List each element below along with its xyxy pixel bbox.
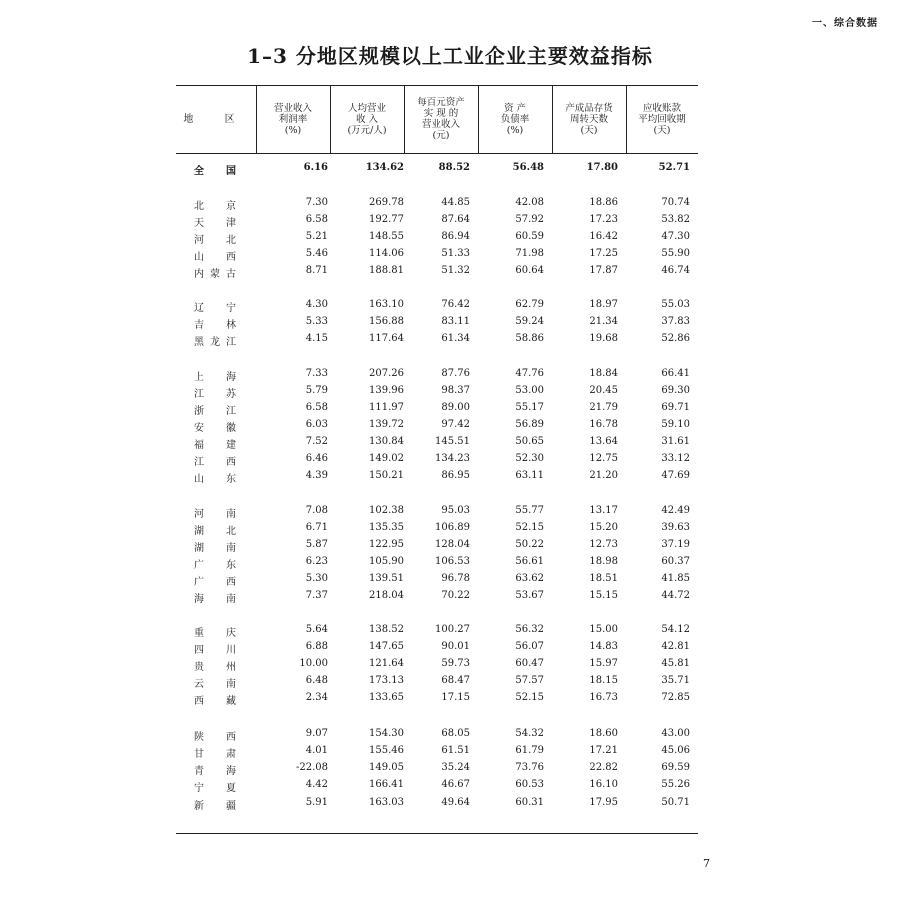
table-cell: 50.22 bbox=[515, 539, 544, 550]
table-cell: 35.24 bbox=[441, 762, 470, 773]
table-cell: 62.79 bbox=[515, 299, 544, 310]
table-cell: 33.12 bbox=[661, 453, 690, 464]
region-name: 云 南 bbox=[194, 679, 236, 690]
table-cell: 128.04 bbox=[435, 539, 470, 550]
region-name: 陕 西 bbox=[194, 732, 236, 743]
table-cell: 17.21 bbox=[589, 745, 618, 756]
table-cell: 6.88 bbox=[305, 641, 328, 652]
table-row bbox=[176, 385, 698, 401]
table-cell: 13.17 bbox=[589, 505, 618, 516]
table-cell: 86.94 bbox=[441, 231, 470, 242]
region-name: 全 国 bbox=[194, 166, 236, 177]
table-cell: 69.71 bbox=[661, 402, 690, 413]
table-cell: 17.95 bbox=[589, 797, 618, 808]
table-cell: 96.78 bbox=[441, 573, 470, 584]
table-cell: 44.72 bbox=[661, 590, 690, 601]
table-cell: 19.68 bbox=[589, 333, 618, 344]
table-cell: 4.01 bbox=[305, 745, 328, 756]
table-cell: 51.33 bbox=[441, 248, 470, 259]
table-row bbox=[176, 728, 698, 744]
region-name: 西 藏 bbox=[194, 696, 236, 707]
table-cell: 70.74 bbox=[661, 197, 690, 208]
table-cell: 2.34 bbox=[305, 692, 328, 703]
table-cell: 47.30 bbox=[661, 231, 690, 242]
header-debt-ratio: 资 产 负债率 (%) bbox=[500, 102, 530, 136]
table-cell: 12.73 bbox=[589, 539, 618, 550]
table-cell: 117.64 bbox=[369, 333, 404, 344]
table-cell: 70.22 bbox=[441, 590, 470, 601]
table-cell: 7.37 bbox=[305, 590, 328, 601]
region-name: 黑 龙 江 bbox=[194, 337, 236, 348]
region-name: 河 北 bbox=[194, 235, 236, 246]
table-cell: 5.30 bbox=[305, 573, 328, 584]
table-cell: 17.80 bbox=[586, 162, 618, 173]
table-cell: 47.69 bbox=[661, 470, 690, 481]
table-row bbox=[176, 658, 698, 674]
table-cell: 56.32 bbox=[515, 624, 544, 635]
table-cell: 46.74 bbox=[661, 265, 690, 276]
header-revenue-per-100-assets: 每百元资产 实 现 的 营业收入 (元) bbox=[417, 97, 465, 141]
region-name: 广 东 bbox=[194, 560, 236, 571]
table-cell: 12.75 bbox=[589, 453, 618, 464]
table-cell: -22.08 bbox=[295, 762, 328, 773]
region-name: 上 海 bbox=[194, 372, 236, 383]
table-cell: 5.91 bbox=[305, 797, 328, 808]
table-cell: 59.10 bbox=[661, 419, 690, 430]
table-cell: 95.03 bbox=[441, 505, 470, 516]
table-cell: 63.11 bbox=[515, 470, 544, 481]
table-cell: 114.06 bbox=[369, 248, 404, 259]
table-cell: 56.61 bbox=[515, 556, 544, 567]
table-cell: 139.96 bbox=[369, 385, 404, 396]
region-name: 湖 北 bbox=[194, 526, 236, 537]
table-cell: 5.46 bbox=[305, 248, 328, 259]
table-cell: 66.41 bbox=[661, 368, 690, 379]
table-cell: 60.64 bbox=[515, 265, 544, 276]
table-cell: 88.52 bbox=[438, 162, 470, 173]
table-cell: 6.48 bbox=[305, 675, 328, 686]
table-cell: 39.63 bbox=[661, 522, 690, 533]
table-cell: 7.52 bbox=[305, 436, 328, 447]
table-cell: 4.30 bbox=[305, 299, 328, 310]
table-row bbox=[176, 197, 698, 213]
table-cell: 16.73 bbox=[589, 692, 618, 703]
region-name: 福 建 bbox=[194, 440, 236, 451]
table-cell: 87.76 bbox=[441, 368, 470, 379]
region-name: 甘 肃 bbox=[194, 749, 236, 760]
table-cell: 97.42 bbox=[441, 419, 470, 430]
table-cell: 139.72 bbox=[369, 419, 404, 430]
table-cell: 102.38 bbox=[369, 505, 404, 516]
table-cell: 155.46 bbox=[369, 745, 404, 756]
table-cell: 9.07 bbox=[305, 728, 328, 739]
table-cell: 52.86 bbox=[661, 333, 690, 344]
table-row bbox=[176, 590, 698, 606]
table-cell: 134.23 bbox=[435, 453, 470, 464]
table-cell: 5.21 bbox=[305, 231, 328, 242]
table-cell: 90.01 bbox=[441, 641, 470, 652]
table-cell: 6.46 bbox=[305, 453, 328, 464]
region-name: 宁 夏 bbox=[194, 783, 236, 794]
table-cell: 7.33 bbox=[305, 368, 328, 379]
region-name: 四 川 bbox=[194, 645, 236, 656]
region-name: 重 庆 bbox=[194, 628, 236, 639]
table-cell: 16.42 bbox=[589, 231, 618, 242]
table-cell: 45.81 bbox=[661, 658, 690, 669]
table-cell: 55.17 bbox=[515, 402, 544, 413]
table-cell: 60.31 bbox=[515, 797, 544, 808]
region-name: 北 京 bbox=[194, 201, 236, 212]
table-cell: 55.77 bbox=[515, 505, 544, 516]
table-cell: 16.10 bbox=[589, 779, 618, 790]
table-cell: 6.58 bbox=[305, 402, 328, 413]
table-cell: 15.97 bbox=[589, 658, 618, 669]
table-cell: 15.15 bbox=[589, 590, 618, 601]
table-cell: 150.21 bbox=[369, 470, 404, 481]
table-cell: 47.76 bbox=[515, 368, 544, 379]
table-cell: 50.65 bbox=[515, 436, 544, 447]
table-row bbox=[176, 368, 698, 384]
table-row bbox=[176, 762, 698, 778]
table-cell: 5.33 bbox=[305, 316, 328, 327]
table-cell: 18.15 bbox=[589, 675, 618, 686]
table-cell: 31.61 bbox=[661, 436, 690, 447]
table-row bbox=[176, 641, 698, 657]
region-name: 江 西 bbox=[194, 457, 236, 468]
table-cell: 133.65 bbox=[369, 692, 404, 703]
table-row bbox=[176, 556, 698, 572]
table-cell: 111.97 bbox=[369, 402, 404, 413]
table-cell: 21.79 bbox=[589, 402, 618, 413]
table-row bbox=[176, 333, 698, 349]
table-cell: 61.34 bbox=[441, 333, 470, 344]
table-cell: 10.00 bbox=[299, 658, 328, 669]
table-row bbox=[176, 779, 698, 795]
table-row bbox=[176, 265, 698, 281]
table-cell: 13.64 bbox=[589, 436, 618, 447]
table-cell: 5.79 bbox=[305, 385, 328, 396]
table-cell: 269.78 bbox=[369, 197, 404, 208]
table-cell: 57.57 bbox=[515, 675, 544, 686]
table-cell: 148.55 bbox=[369, 231, 404, 242]
table-cell: 100.27 bbox=[435, 624, 470, 635]
table-cell: 46.67 bbox=[441, 779, 470, 790]
region-name: 内 蒙 古 bbox=[194, 269, 236, 280]
table-cell: 98.37 bbox=[441, 385, 470, 396]
table-cell: 76.42 bbox=[441, 299, 470, 310]
table-cell: 6.23 bbox=[305, 556, 328, 567]
table-cell: 139.51 bbox=[369, 573, 404, 584]
region-name: 青 海 bbox=[194, 766, 236, 777]
table-cell: 21.20 bbox=[589, 470, 618, 481]
table-cell: 55.90 bbox=[661, 248, 690, 259]
region-name: 山 西 bbox=[194, 252, 236, 263]
table-cell: 69.59 bbox=[661, 762, 690, 773]
table-cell: 52.15 bbox=[515, 692, 544, 703]
table-cell: 7.08 bbox=[305, 505, 328, 516]
table-cell: 52.71 bbox=[658, 162, 690, 173]
region-name: 海 南 bbox=[194, 594, 236, 605]
table-cell: 130.84 bbox=[369, 436, 404, 447]
table-cell: 20.45 bbox=[589, 385, 618, 396]
region-name: 浙 江 bbox=[194, 406, 236, 417]
table-cell: 163.03 bbox=[369, 797, 404, 808]
table-cell: 37.19 bbox=[661, 539, 690, 550]
table-cell: 18.84 bbox=[589, 368, 618, 379]
table-cell: 35.71 bbox=[661, 675, 690, 686]
region-name: 山 东 bbox=[194, 474, 236, 485]
table-cell: 55.26 bbox=[661, 779, 690, 790]
region-name: 吉 林 bbox=[194, 320, 236, 331]
table-row-total bbox=[176, 162, 698, 178]
header-revenue-per-capita: 人均营业 收 入 (万元/人) bbox=[347, 102, 387, 136]
table-cell: 4.15 bbox=[305, 333, 328, 344]
table-cell: 18.86 bbox=[589, 197, 618, 208]
header-receivable-days: 应收账款 平均回收期 (天) bbox=[638, 102, 686, 136]
table-cell: 41.85 bbox=[661, 573, 690, 584]
table-cell: 56.89 bbox=[515, 419, 544, 430]
table-cell: 7.30 bbox=[305, 197, 328, 208]
table-cell: 55.03 bbox=[661, 299, 690, 310]
table-cell: 54.32 bbox=[515, 728, 544, 739]
table-cell: 154.30 bbox=[369, 728, 404, 739]
table-cell: 42.81 bbox=[661, 641, 690, 652]
region-name: 河 南 bbox=[194, 509, 236, 520]
table-cell: 17.23 bbox=[589, 214, 618, 225]
table-row bbox=[176, 624, 698, 640]
table-cell: 18.51 bbox=[589, 573, 618, 584]
table-cell: 5.64 bbox=[305, 624, 328, 635]
table-cell: 134.62 bbox=[365, 162, 404, 173]
table-cell: 86.95 bbox=[441, 470, 470, 481]
table-cell: 68.05 bbox=[441, 728, 470, 739]
table-cell: 6.03 bbox=[305, 419, 328, 430]
table-row bbox=[176, 745, 698, 761]
table-cell: 17.87 bbox=[589, 265, 618, 276]
table-cell: 54.12 bbox=[661, 624, 690, 635]
table-cell: 122.95 bbox=[369, 539, 404, 550]
region-name: 新 疆 bbox=[194, 801, 236, 812]
table-row bbox=[176, 436, 698, 452]
table-cell: 15.00 bbox=[589, 624, 618, 635]
table-row bbox=[176, 402, 698, 418]
table-cell: 61.51 bbox=[441, 745, 470, 756]
table-cell: 37.83 bbox=[661, 316, 690, 327]
table-row bbox=[176, 505, 698, 521]
table-cell: 52.30 bbox=[515, 453, 544, 464]
table-cell: 17.15 bbox=[441, 692, 470, 703]
table-cell: 192.77 bbox=[369, 214, 404, 225]
table-cell: 61.79 bbox=[515, 745, 544, 756]
page-title: 1–3 分地区规模以上工业企业主要效益指标 bbox=[247, 44, 653, 68]
table-cell: 53.82 bbox=[661, 214, 690, 225]
table-cell: 89.00 bbox=[441, 402, 470, 413]
region-name: 天 津 bbox=[194, 218, 236, 229]
table-cell: 72.85 bbox=[661, 692, 690, 703]
table-cell: 6.16 bbox=[303, 162, 328, 173]
table-row bbox=[176, 231, 698, 247]
table-cell: 60.59 bbox=[515, 231, 544, 242]
table-row bbox=[176, 675, 698, 691]
table-cell: 4.42 bbox=[305, 779, 328, 790]
table-row bbox=[176, 522, 698, 538]
table-cell: 71.98 bbox=[515, 248, 544, 259]
table-cell: 15.20 bbox=[589, 522, 618, 533]
table-cell: 59.24 bbox=[515, 316, 544, 327]
table-row bbox=[176, 248, 698, 264]
table-cell: 87.64 bbox=[441, 214, 470, 225]
table-cell: 8.71 bbox=[305, 265, 328, 276]
region-name: 安 徽 bbox=[194, 423, 236, 434]
header-profit-rate: 营业收入 利润率 (%) bbox=[273, 102, 312, 136]
region-name: 辽 宁 bbox=[194, 303, 236, 314]
table-row bbox=[176, 316, 698, 332]
table-cell: 173.13 bbox=[369, 675, 404, 686]
header-bottom-rule bbox=[176, 153, 698, 154]
table-cell: 17.25 bbox=[589, 248, 618, 259]
table-row bbox=[176, 299, 698, 315]
table-cell: 106.53 bbox=[435, 556, 470, 567]
table-cell: 21.34 bbox=[589, 316, 618, 327]
region-name: 湖 南 bbox=[194, 543, 236, 554]
table-cell: 166.41 bbox=[369, 779, 404, 790]
header-inventory-days: 产成品存货 周转天数 (天) bbox=[565, 102, 613, 136]
table-cell: 42.49 bbox=[661, 505, 690, 516]
table-cell: 145.51 bbox=[435, 436, 470, 447]
region-name: 江 苏 bbox=[194, 389, 236, 400]
table-row bbox=[176, 539, 698, 555]
table-cell: 63.62 bbox=[515, 573, 544, 584]
table-cell: 58.86 bbox=[515, 333, 544, 344]
page-number: 7 bbox=[703, 857, 710, 870]
table-cell: 207.26 bbox=[369, 368, 404, 379]
table-cell: 50.71 bbox=[661, 797, 690, 808]
table-cell: 138.52 bbox=[369, 624, 404, 635]
table-cell: 60.37 bbox=[661, 556, 690, 567]
table-cell: 188.81 bbox=[369, 265, 404, 276]
running-header: 一、综合数据 bbox=[812, 18, 878, 29]
table-cell: 6.58 bbox=[305, 214, 328, 225]
table-cell: 106.89 bbox=[435, 522, 470, 533]
table-cell: 56.48 bbox=[512, 162, 544, 173]
table-cell: 5.87 bbox=[305, 539, 328, 550]
table-cell: 18.98 bbox=[589, 556, 618, 567]
table-cell: 135.35 bbox=[369, 522, 404, 533]
table-row bbox=[176, 214, 698, 230]
table-cell: 149.05 bbox=[369, 762, 404, 773]
table-row bbox=[176, 797, 698, 813]
table-cell: 149.02 bbox=[369, 453, 404, 464]
table-cell: 52.15 bbox=[515, 522, 544, 533]
table-cell: 16.78 bbox=[589, 419, 618, 430]
header-region: 地 区 bbox=[183, 113, 249, 125]
table-cell: 53.67 bbox=[515, 590, 544, 601]
table-cell: 45.06 bbox=[661, 745, 690, 756]
table-row bbox=[176, 419, 698, 435]
table-cell: 22.82 bbox=[589, 762, 618, 773]
table-cell: 4.39 bbox=[305, 470, 328, 481]
table-cell: 60.47 bbox=[515, 658, 544, 669]
table-cell: 105.90 bbox=[369, 556, 404, 567]
table-cell: 14.83 bbox=[589, 641, 618, 652]
table-cell: 57.92 bbox=[515, 214, 544, 225]
table-cell: 51.32 bbox=[441, 265, 470, 276]
table-cell: 83.11 bbox=[441, 316, 470, 327]
table-cell: 163.10 bbox=[369, 299, 404, 310]
table-cell: 6.71 bbox=[305, 522, 328, 533]
table-cell: 44.85 bbox=[441, 197, 470, 208]
table-cell: 49.64 bbox=[441, 797, 470, 808]
table-cell: 121.64 bbox=[369, 658, 404, 669]
table-cell: 69.30 bbox=[661, 385, 690, 396]
table-bottom-rule bbox=[176, 833, 698, 834]
table-cell: 156.88 bbox=[369, 316, 404, 327]
table-cell: 18.60 bbox=[589, 728, 618, 739]
region-name: 贵 州 bbox=[194, 662, 236, 673]
table-cell: 18.97 bbox=[589, 299, 618, 310]
table-row bbox=[176, 453, 698, 469]
table-cell: 60.53 bbox=[515, 779, 544, 790]
table-row bbox=[176, 470, 698, 486]
table-cell: 43.00 bbox=[661, 728, 690, 739]
table-cell: 218.04 bbox=[369, 590, 404, 601]
table-cell: 73.76 bbox=[515, 762, 544, 773]
table-cell: 56.07 bbox=[515, 641, 544, 652]
table-cell: 68.47 bbox=[441, 675, 470, 686]
table-cell: 59.73 bbox=[441, 658, 470, 669]
table-cell: 42.08 bbox=[515, 197, 544, 208]
table-cell: 53.00 bbox=[515, 385, 544, 396]
region-name: 广 西 bbox=[194, 577, 236, 588]
table-row bbox=[176, 573, 698, 589]
table-cell: 147.65 bbox=[369, 641, 404, 652]
table-row bbox=[176, 692, 698, 708]
